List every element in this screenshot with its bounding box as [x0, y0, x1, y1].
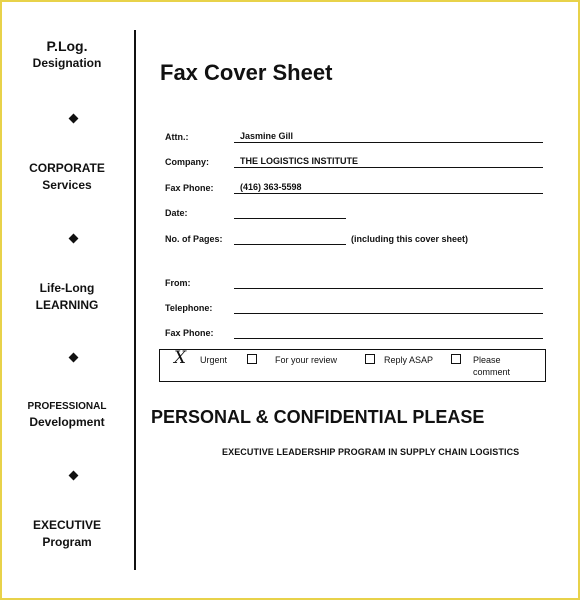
sidebar-item-professional [0, 401, 134, 429]
attn-label: Attn.: [165, 132, 189, 142]
pages-label: No. of Pages: [165, 234, 223, 244]
review-label: For your review [275, 355, 338, 365]
fax-phone-label: Fax Phone: [165, 183, 214, 193]
date-label: Date: [165, 208, 188, 218]
options-box [159, 349, 546, 382]
sidebar-line1: EXECUTIVE [32, 518, 101, 532]
comment-label-1: Please [473, 355, 501, 365]
sidebar-line1: PROFESSIONAL [27, 401, 107, 412]
sidebar-line2: Development [29, 415, 105, 429]
comment-label-2: comment [473, 367, 511, 377]
sidebar-item-lifelong [0, 281, 134, 312]
sidebar-line1: Life-Long [39, 281, 95, 295]
sidebar-line2: Services [42, 178, 92, 192]
sidebar-line2: Program [42, 535, 92, 549]
date-field[interactable] [234, 218, 346, 219]
urgent-checkbox-checked[interactable]: X [174, 348, 187, 368]
sidebar-line1: CORPORATE [29, 161, 105, 175]
comment-checkbox[interactable] [451, 354, 461, 364]
sidebar-item-plog [0, 38, 134, 70]
sidebar-line2: LEARNING [35, 298, 99, 312]
attn-value: Jasmine Gill [240, 131, 294, 141]
program-subheadline: EXECUTIVE LEADERSHIP PROGRAM IN SUPPLY CHAIN LOGISTICS [222, 447, 520, 457]
sidebar-line1: P.Log. [46, 38, 88, 54]
from-field[interactable] [234, 288, 543, 289]
sidebar-item-executive [0, 518, 134, 549]
confidential-headline: PERSONAL & CONFIDENTIAL PLEASE [151, 407, 485, 427]
reply-label: Reply ASAP [384, 355, 434, 365]
pages-note: (including this cover sheet) [351, 234, 469, 244]
pages-field[interactable] [234, 244, 346, 245]
fax-phone2-field[interactable] [234, 338, 543, 339]
reply-checkbox[interactable] [365, 354, 375, 364]
from-label: From: [165, 278, 191, 288]
sidebar-item-corporate [0, 161, 134, 192]
company-field[interactable] [234, 167, 543, 168]
fax-phone2-label: Fax Phone: [165, 328, 214, 338]
review-checkbox[interactable] [247, 354, 257, 364]
telephone-label: Telephone: [165, 303, 213, 313]
page-title: Fax Cover Sheet [160, 60, 333, 85]
telephone-field[interactable] [234, 313, 543, 314]
urgent-label: Urgent [200, 355, 228, 365]
attn-field[interactable] [234, 142, 543, 143]
fax-phone-value: (416) 363-5598 [240, 182, 302, 192]
company-value: THE LOGISTICS INSTITUTE [240, 156, 359, 166]
sidebar-line2: Designation [32, 56, 102, 70]
company-label: Company: [165, 157, 210, 167]
vertical-divider [134, 30, 136, 570]
fax-phone-field[interactable] [234, 193, 543, 194]
